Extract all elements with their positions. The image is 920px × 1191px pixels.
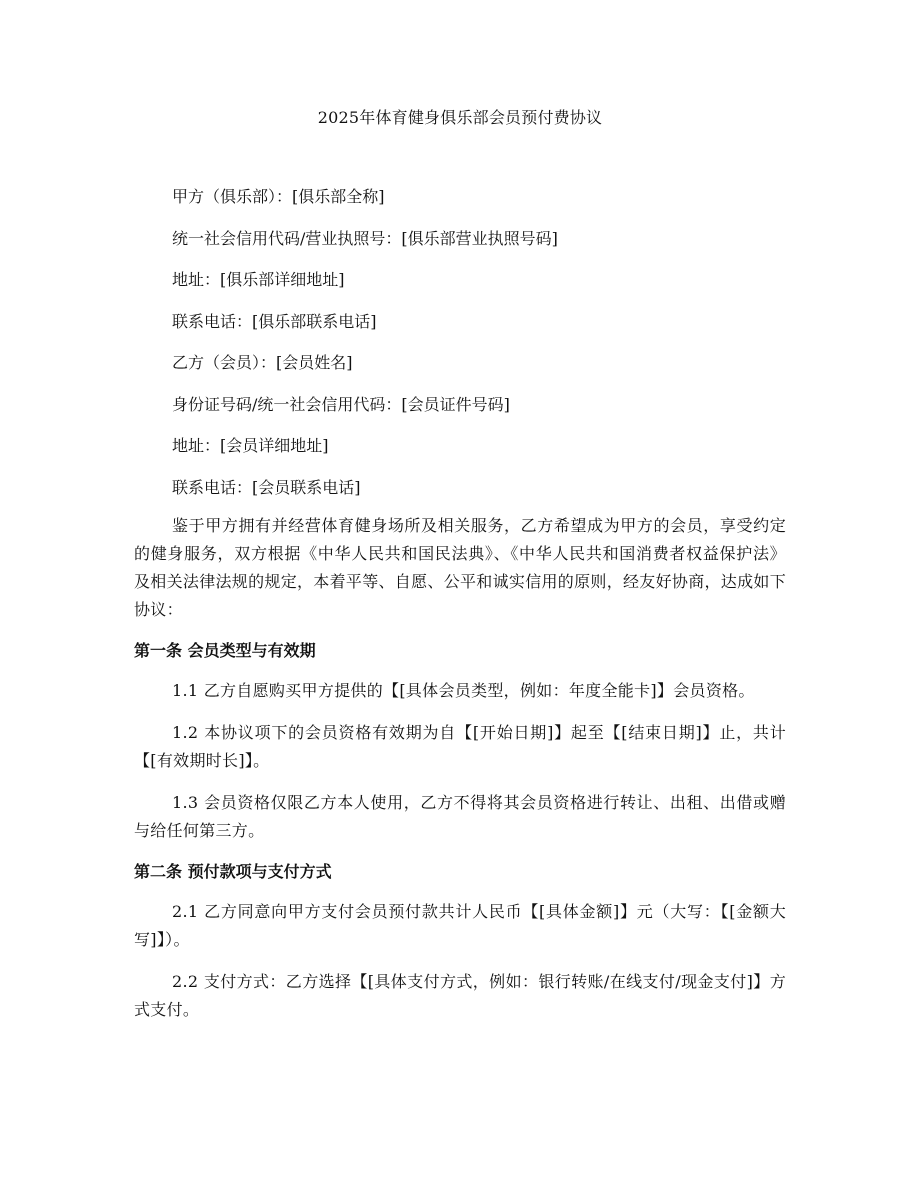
document-body <box>134 185 786 1024</box>
preamble-paragraph: 鉴于甲方拥有并经营体育健身场所及相关服务，乙方希望成为甲方的会员，享受约定的健身服务，双方根据《中华人民共和国民法典》、《中华人民共和国消费者权益保护法》及相关法律法规的规定，本着平等、自愿、公平和诚实信用的原则，经友好协商，达成如下协议： <box>134 515 787 619</box>
article-1-heading: 第一条 会员类型与有效期 <box>134 640 316 660</box>
clause-2-2: 2.2 支付方式：乙方选择【[具体支付方式，例如：银行转账/在线支付/现金支付]】方式支付。 <box>134 971 786 1019</box>
party-a-address: 地址：[俱乐部详细地址] <box>172 270 345 289</box>
party-a-phone: 联系电话：[俱乐部联系电话] <box>172 311 377 331</box>
party-b-name: 乙方（会员）：[会员姓名] <box>172 353 353 372</box>
article-2-heading: 第二条 预付款项与支付方式 <box>134 861 332 881</box>
clause-2-1: 2.1 乙方同意向甲方支付会员预付款共计人民币【[具体金额]】元（大写：【[金额大写]】）。 <box>134 901 786 949</box>
party-b-id-number: 身份证号码/统一社会信用代码：[会员证件号码] <box>172 394 510 414</box>
party-b-phone: 联系电话：[会员联系电话] <box>172 477 361 497</box>
clause-1-1: 1.1 乙方自愿购买甲方提供的【[具体会员类型，例如：年度全能卡]】会员资格。 <box>172 680 755 700</box>
party-b-address: 地址：[会员详细地址] <box>172 436 329 455</box>
clause-1-2: 1.2 本协议项下的会员资格有效期为自【[开始日期]】起至【[结束日期]】止，共计【[有效期时长]】。 <box>134 722 786 770</box>
document-title: 2025年体育健身俱乐部会员预付费协议 <box>317 108 603 127</box>
party-a-credit-code: 统一社会信用代码/营业执照号：[俱乐部营业执照号码] <box>172 228 558 248</box>
party-a-name: 甲方（俱乐部）：[俱乐部全称] <box>172 187 385 206</box>
clause-1-3: 1.3 会员资格仅限乙方本人使用，乙方不得将其会员资格进行转让、出租、出借或赠与给任何第三方。 <box>134 792 786 840</box>
